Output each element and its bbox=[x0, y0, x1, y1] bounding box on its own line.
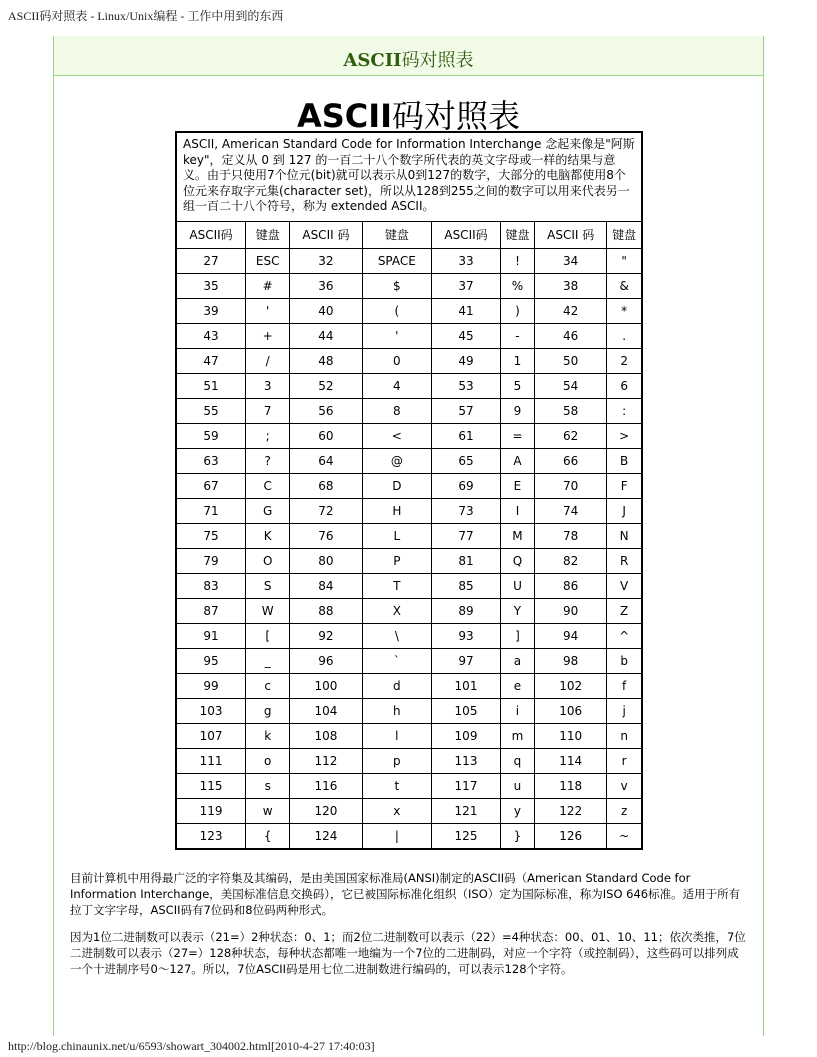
key-cell: a bbox=[500, 648, 534, 673]
ascii-code-cell: 88 bbox=[290, 598, 362, 623]
key-cell: 0 bbox=[362, 348, 432, 373]
ascii-code-cell: 57 bbox=[432, 398, 501, 423]
key-cell: z bbox=[607, 798, 642, 823]
key-cell: O bbox=[246, 548, 290, 573]
key-cell: " bbox=[607, 248, 642, 273]
column-header: 键盘 bbox=[607, 221, 642, 248]
key-cell: 5 bbox=[500, 373, 534, 398]
panel-title-cjk: 码对照表 bbox=[401, 50, 474, 71]
ascii-code-cell: 41 bbox=[432, 298, 501, 323]
key-cell: ' bbox=[246, 298, 290, 323]
ascii-code-cell: 75 bbox=[176, 523, 246, 548]
ascii-code-cell: 46 bbox=[535, 323, 607, 348]
key-cell: j bbox=[607, 698, 642, 723]
ascii-code-cell: 48 bbox=[290, 348, 362, 373]
key-cell: # bbox=[246, 273, 290, 298]
ascii-code-cell: 95 bbox=[176, 648, 246, 673]
ascii-code-cell: 98 bbox=[535, 648, 607, 673]
intro-row bbox=[176, 132, 642, 221]
key-cell: Q bbox=[500, 548, 534, 573]
table-row bbox=[176, 548, 642, 573]
ascii-code-cell: 36 bbox=[290, 273, 362, 298]
key-cell: v bbox=[607, 773, 642, 798]
panel-title bbox=[54, 36, 763, 76]
key-cell: 9 bbox=[500, 398, 534, 423]
ascii-code-cell: 76 bbox=[290, 523, 362, 548]
ascii-code-cell: 65 bbox=[432, 448, 501, 473]
ascii-code-cell: 45 bbox=[432, 323, 501, 348]
column-header: 键盘 bbox=[246, 221, 290, 248]
key-cell: w bbox=[246, 798, 290, 823]
key-cell: y bbox=[500, 798, 534, 823]
column-header: ASCII码 bbox=[432, 221, 501, 248]
table-row bbox=[176, 448, 642, 473]
ascii-code-cell: 64 bbox=[290, 448, 362, 473]
panel-title-latin: ASCII bbox=[343, 50, 402, 71]
ascii-code-cell: 89 bbox=[432, 598, 501, 623]
table-row bbox=[176, 723, 642, 748]
key-cell: m bbox=[500, 723, 534, 748]
table-row bbox=[176, 748, 642, 773]
key-cell: M bbox=[500, 523, 534, 548]
ascii-code-cell: 53 bbox=[432, 373, 501, 398]
ascii-code-cell: 40 bbox=[290, 298, 362, 323]
ascii-code-cell: 34 bbox=[535, 248, 607, 273]
ascii-code-cell: 62 bbox=[535, 423, 607, 448]
table-row bbox=[176, 323, 642, 348]
ascii-code-cell: 27 bbox=[176, 248, 246, 273]
key-cell: Y bbox=[500, 598, 534, 623]
ascii-code-cell: 104 bbox=[290, 698, 362, 723]
key-cell: ! bbox=[500, 248, 534, 273]
key-cell: 8 bbox=[362, 398, 432, 423]
key-cell: X bbox=[362, 598, 432, 623]
key-cell: } bbox=[500, 823, 534, 849]
key-cell: P bbox=[362, 548, 432, 573]
key-cell: g bbox=[246, 698, 290, 723]
key-cell: _ bbox=[246, 648, 290, 673]
ascii-code-cell: 92 bbox=[290, 623, 362, 648]
column-header: 键盘 bbox=[362, 221, 432, 248]
ascii-code-cell: 60 bbox=[290, 423, 362, 448]
paragraph-1: 目前计算机中用得最广泛的字符集及其编码，是由美国国家标准局(ANSI)制定的ASCII码（American Standard Code for Information Interchange，美国标准信息交换码），它已被国际标准化组织（ISO）定为国际标准，称为ISO 646标准。适用于所有拉丁文字字母，ASCII码有7位码和8位码两种形式。 bbox=[70, 871, 741, 917]
ascii-code-cell: 44 bbox=[290, 323, 362, 348]
ascii-code-cell: 59 bbox=[176, 423, 246, 448]
key-cell: SPACE bbox=[362, 248, 432, 273]
key-cell: 6 bbox=[607, 373, 642, 398]
key-cell: ] bbox=[500, 623, 534, 648]
ascii-code-cell: 83 bbox=[176, 573, 246, 598]
ascii-code-cell: 96 bbox=[290, 648, 362, 673]
key-cell: ) bbox=[500, 298, 534, 323]
key-cell: L bbox=[362, 523, 432, 548]
key-cell: \ bbox=[362, 623, 432, 648]
ascii-code-cell: 47 bbox=[176, 348, 246, 373]
ascii-code-cell: 42 bbox=[535, 298, 607, 323]
key-cell: U bbox=[500, 573, 534, 598]
ascii-code-cell: 119 bbox=[176, 798, 246, 823]
ascii-code-cell: 84 bbox=[290, 573, 362, 598]
ascii-code-cell: 61 bbox=[432, 423, 501, 448]
table-row bbox=[176, 773, 642, 798]
ascii-code-cell: 72 bbox=[290, 498, 362, 523]
ascii-code-cell: 73 bbox=[432, 498, 501, 523]
table-row bbox=[176, 473, 642, 498]
ascii-code-cell: 67 bbox=[176, 473, 246, 498]
key-cell: I bbox=[500, 498, 534, 523]
key-cell: 7 bbox=[246, 398, 290, 423]
key-cell: e bbox=[500, 673, 534, 698]
ascii-code-cell: 74 bbox=[535, 498, 607, 523]
key-cell: 3 bbox=[246, 373, 290, 398]
key-cell: S bbox=[246, 573, 290, 598]
paragraph-2: 因为1位二进制数可以表示（21=）2种状态：0、1；而2位二进制数可以表示（22）=4种状态：00、01、10、11；依次类推，7位二进制数可以表示（27=）128种状态，每种状态都唯一地编为一个7位的二进制码，对应一个字符（或控制码），这些码可以排列成一个十进制序号0～127。所以，7位ASCII码是用七位二进制数进行编码的，可以表示128个字符。 bbox=[70, 930, 746, 976]
key-cell: Z bbox=[607, 598, 642, 623]
key-cell: c bbox=[246, 673, 290, 698]
key-cell: C bbox=[246, 473, 290, 498]
ascii-code-cell: 77 bbox=[432, 523, 501, 548]
column-header: ASCII 码 bbox=[535, 221, 607, 248]
ascii-code-cell: 123 bbox=[176, 823, 246, 849]
key-cell: ^ bbox=[607, 623, 642, 648]
ascii-code-cell: 102 bbox=[535, 673, 607, 698]
key-cell: @ bbox=[362, 448, 432, 473]
ascii-code-cell: 97 bbox=[432, 648, 501, 673]
content-panel bbox=[53, 36, 764, 1036]
key-cell: - bbox=[500, 323, 534, 348]
key-cell: ESC bbox=[246, 248, 290, 273]
key-cell: 4 bbox=[362, 373, 432, 398]
ascii-code-cell: 90 bbox=[535, 598, 607, 623]
ascii-code-cell: 50 bbox=[535, 348, 607, 373]
key-cell: + bbox=[246, 323, 290, 348]
key-cell: % bbox=[500, 273, 534, 298]
ascii-code-cell: 56 bbox=[290, 398, 362, 423]
ascii-code-cell: 86 bbox=[535, 573, 607, 598]
ascii-code-cell: 107 bbox=[176, 723, 246, 748]
ascii-code-cell: 112 bbox=[290, 748, 362, 773]
ascii-code-cell: 103 bbox=[176, 698, 246, 723]
key-cell: b bbox=[607, 648, 642, 673]
key-cell: i bbox=[500, 698, 534, 723]
ascii-code-cell: 108 bbox=[290, 723, 362, 748]
key-cell: [ bbox=[246, 623, 290, 648]
key-cell: G bbox=[246, 498, 290, 523]
key-cell: l bbox=[362, 723, 432, 748]
table-row bbox=[176, 698, 642, 723]
table-row bbox=[176, 423, 642, 448]
key-cell: { bbox=[246, 823, 290, 849]
ascii-code-cell: 33 bbox=[432, 248, 501, 273]
key-cell: T bbox=[362, 573, 432, 598]
ascii-code-cell: 125 bbox=[432, 823, 501, 849]
ascii-code-cell: 63 bbox=[176, 448, 246, 473]
ascii-code-cell: 117 bbox=[432, 773, 501, 798]
key-cell: R bbox=[607, 548, 642, 573]
column-header: 键盘 bbox=[500, 221, 534, 248]
ascii-code-cell: 80 bbox=[290, 548, 362, 573]
ascii-code-cell: 54 bbox=[535, 373, 607, 398]
key-cell: $ bbox=[362, 273, 432, 298]
key-cell: ` bbox=[362, 648, 432, 673]
key-cell: r bbox=[607, 748, 642, 773]
table-row bbox=[176, 348, 642, 373]
key-cell: k bbox=[246, 723, 290, 748]
table-row bbox=[176, 373, 642, 398]
key-cell: * bbox=[607, 298, 642, 323]
table-row bbox=[176, 623, 642, 648]
key-cell: o bbox=[246, 748, 290, 773]
ascii-code-cell: 100 bbox=[290, 673, 362, 698]
key-cell: V bbox=[607, 573, 642, 598]
ascii-code-cell: 111 bbox=[176, 748, 246, 773]
ascii-code-cell: 68 bbox=[290, 473, 362, 498]
header-row bbox=[176, 221, 642, 248]
table-row bbox=[176, 573, 642, 598]
ascii-code-cell: 81 bbox=[432, 548, 501, 573]
key-cell: d bbox=[362, 673, 432, 698]
ascii-code-cell: 85 bbox=[432, 573, 501, 598]
table-row bbox=[176, 823, 642, 849]
key-cell: B bbox=[607, 448, 642, 473]
table-row bbox=[176, 248, 642, 273]
key-cell: < bbox=[362, 423, 432, 448]
ascii-code-cell: 91 bbox=[176, 623, 246, 648]
ascii-code-cell: 79 bbox=[176, 548, 246, 573]
ascii-code-cell: 106 bbox=[535, 698, 607, 723]
ascii-code-cell: 35 bbox=[176, 273, 246, 298]
key-cell: : bbox=[607, 398, 642, 423]
ascii-code-cell: 124 bbox=[290, 823, 362, 849]
ascii-code-cell: 49 bbox=[432, 348, 501, 373]
ascii-code-cell: 71 bbox=[176, 498, 246, 523]
ascii-code-cell: 99 bbox=[176, 673, 246, 698]
key-cell: n bbox=[607, 723, 642, 748]
key-cell: u bbox=[500, 773, 534, 798]
ascii-code-cell: 37 bbox=[432, 273, 501, 298]
key-cell: f bbox=[607, 673, 642, 698]
key-cell: ? bbox=[246, 448, 290, 473]
page-title-latin: ASCII bbox=[296, 97, 393, 135]
column-header: ASCII码 bbox=[176, 221, 246, 248]
key-cell: t bbox=[362, 773, 432, 798]
ascii-code-cell: 122 bbox=[535, 798, 607, 823]
ascii-code-cell: 51 bbox=[176, 373, 246, 398]
ascii-code-cell: 55 bbox=[176, 398, 246, 423]
key-cell: F bbox=[607, 473, 642, 498]
key-cell: W bbox=[246, 598, 290, 623]
description bbox=[70, 870, 750, 988]
table-row bbox=[176, 273, 642, 298]
print-footer: http://blog.chinaunix.net/u/6593/showart_304002.html[2010-4-27 17:40:03] bbox=[8, 1039, 375, 1053]
key-cell: 2 bbox=[607, 348, 642, 373]
key-cell: ( bbox=[362, 298, 432, 323]
ascii-table bbox=[175, 131, 643, 850]
key-cell: . bbox=[607, 323, 642, 348]
key-cell: & bbox=[607, 273, 642, 298]
ascii-code-cell: 87 bbox=[176, 598, 246, 623]
table-row bbox=[176, 798, 642, 823]
key-cell: K bbox=[246, 523, 290, 548]
table-row bbox=[176, 648, 642, 673]
print-header: ASCII码对照表 - Linux/Unix编程 - 工作中用到的东西 bbox=[8, 9, 284, 23]
table-row bbox=[176, 398, 642, 423]
ascii-code-cell: 39 bbox=[176, 298, 246, 323]
key-cell: h bbox=[362, 698, 432, 723]
ascii-code-cell: 69 bbox=[432, 473, 501, 498]
ascii-code-cell: 126 bbox=[535, 823, 607, 849]
key-cell: ~ bbox=[607, 823, 642, 849]
intro-text: ASCII, American Standard Code for Information Interchange 念起来像是"阿斯key"，定义从 0 到 127 的一百二十八个数字所代表的英文字母或一样的结果与意义。由于只使用7个位元(bit)就可以表示从0到127的数字，大部分的电脑都使用8个位元来存取字元集(character set)，所以从128到255之间的数字可以用来代表另一组一百二十八个符号，称为 extended ASCII。 bbox=[176, 132, 642, 221]
ascii-code-cell: 114 bbox=[535, 748, 607, 773]
key-cell: p bbox=[362, 748, 432, 773]
ascii-code-cell: 52 bbox=[290, 373, 362, 398]
table-row bbox=[176, 498, 642, 523]
key-cell: E bbox=[500, 473, 534, 498]
ascii-code-cell: 116 bbox=[290, 773, 362, 798]
key-cell: x bbox=[362, 798, 432, 823]
column-header: ASCII 码 bbox=[290, 221, 362, 248]
key-cell: = bbox=[500, 423, 534, 448]
key-cell: | bbox=[362, 823, 432, 849]
key-cell: / bbox=[246, 348, 290, 373]
ascii-code-cell: 82 bbox=[535, 548, 607, 573]
ascii-code-cell: 121 bbox=[432, 798, 501, 823]
table-row bbox=[176, 298, 642, 323]
ascii-code-cell: 120 bbox=[290, 798, 362, 823]
ascii-code-cell: 101 bbox=[432, 673, 501, 698]
ascii-code-cell: 113 bbox=[432, 748, 501, 773]
key-cell: > bbox=[607, 423, 642, 448]
key-cell: H bbox=[362, 498, 432, 523]
ascii-code-cell: 32 bbox=[290, 248, 362, 273]
ascii-code-cell: 109 bbox=[432, 723, 501, 748]
ascii-code-cell: 78 bbox=[535, 523, 607, 548]
key-cell: ' bbox=[362, 323, 432, 348]
key-cell: D bbox=[362, 473, 432, 498]
ascii-code-cell: 105 bbox=[432, 698, 501, 723]
key-cell: q bbox=[500, 748, 534, 773]
ascii-code-cell: 43 bbox=[176, 323, 246, 348]
page-title-cjk: 码对照表 bbox=[392, 97, 521, 135]
ascii-code-cell: 110 bbox=[535, 723, 607, 748]
ascii-code-cell: 66 bbox=[535, 448, 607, 473]
key-cell: N bbox=[607, 523, 642, 548]
table-row bbox=[176, 523, 642, 548]
ascii-code-cell: 115 bbox=[176, 773, 246, 798]
ascii-code-cell: 118 bbox=[535, 773, 607, 798]
table-row bbox=[176, 598, 642, 623]
table-row bbox=[176, 673, 642, 698]
key-cell: A bbox=[500, 448, 534, 473]
ascii-code-cell: 94 bbox=[535, 623, 607, 648]
key-cell: s bbox=[246, 773, 290, 798]
key-cell: 1 bbox=[500, 348, 534, 373]
ascii-code-cell: 70 bbox=[535, 473, 607, 498]
ascii-code-cell: 58 bbox=[535, 398, 607, 423]
ascii-code-cell: 38 bbox=[535, 273, 607, 298]
key-cell: ; bbox=[246, 423, 290, 448]
key-cell: J bbox=[607, 498, 642, 523]
ascii-code-cell: 93 bbox=[432, 623, 501, 648]
